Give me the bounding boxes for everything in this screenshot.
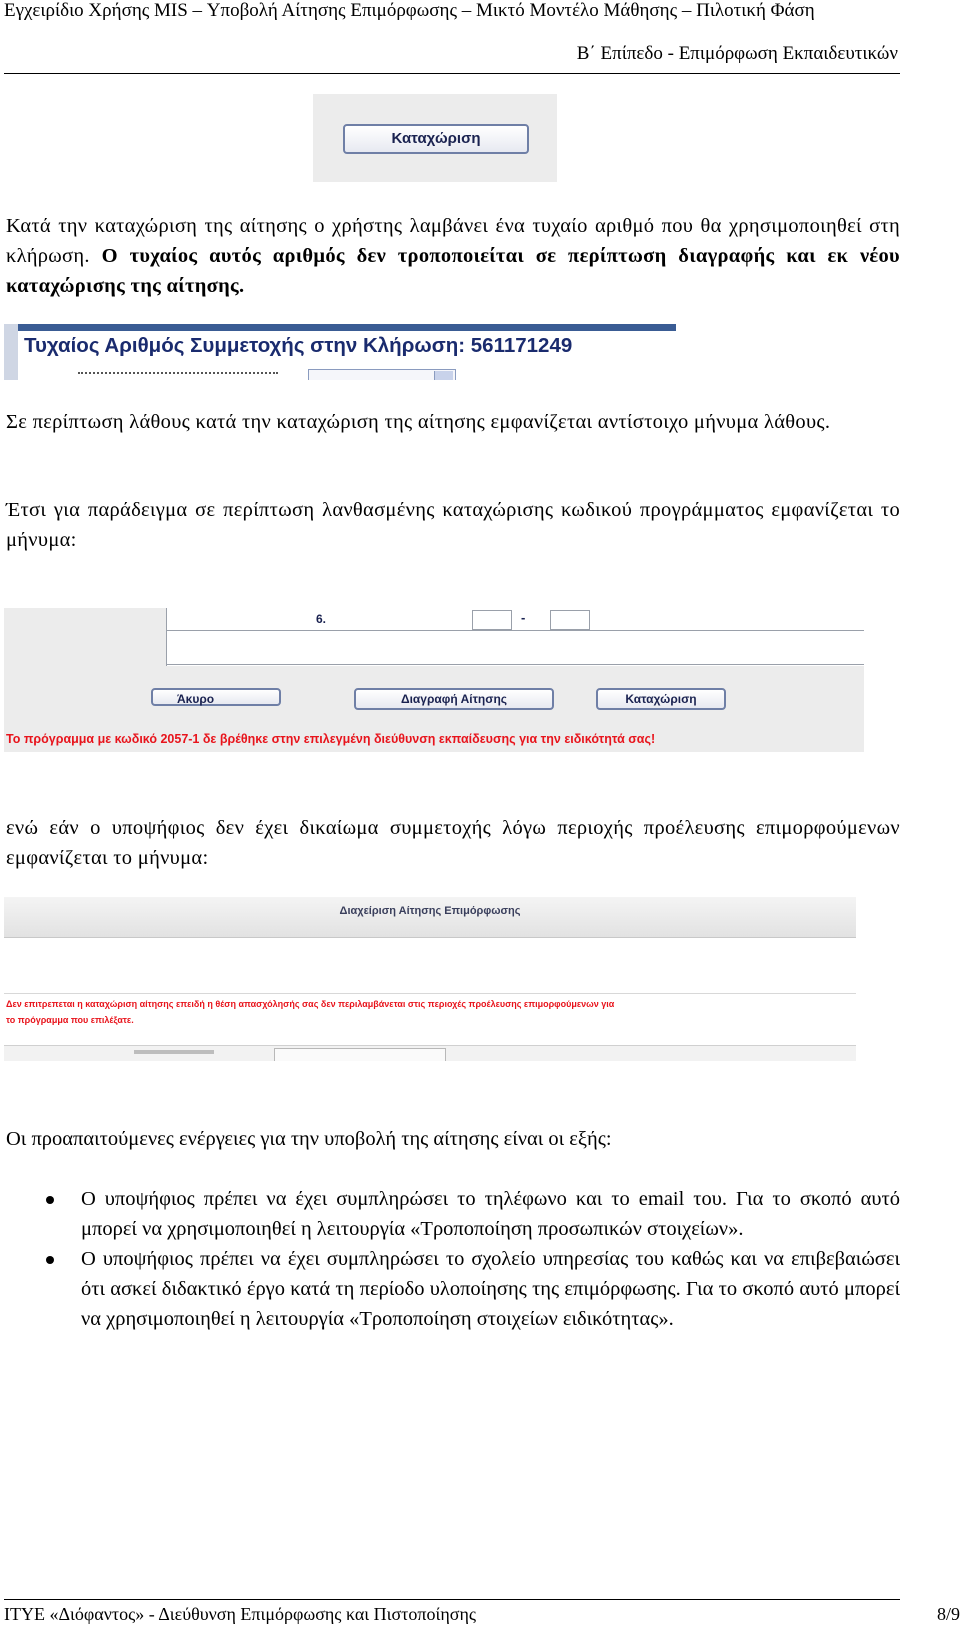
paragraph-example-intro: Έτσι για παράδειγμα σε περίπτωση λανθασμένης καταχώρισης κωδικού προγράμματος εμφανίζεται το μήνυμα: bbox=[6, 499, 900, 551]
program-error-message: Το πρόγραμμα με κωδικό 2057-1 δε βρέθηκε στην επιλεγμένη διεύθυνση εκπαίδευσης για την ειδικότητά σας! bbox=[6, 732, 656, 746]
cropped-select[interactable] bbox=[308, 369, 456, 380]
paragraph-random-number bbox=[6, 211, 900, 301]
list-item-text: Ο υποψήφιος πρέπει να έχει συμπληρώσει το σχολείο υπηρεσίας του καθώς και να επιβεβαιώσει ότι ασκεί διδακτικό έργο κατά τη περίοδο υλοποίησης της επιμόρφωσης. Για το σκοπό αυτό μπορεί να χρησιμοποιηθεί η λειτουργία «Τροποποίηση στοιχείων ειδικότητας». bbox=[81, 1248, 900, 1330]
form-row-divider-top bbox=[166, 630, 864, 631]
header-divider bbox=[4, 73, 900, 74]
panel-left-edge bbox=[4, 324, 18, 380]
bullet-icon bbox=[46, 1196, 54, 1204]
cropped-row-hint bbox=[78, 372, 278, 377]
form-row-area bbox=[166, 608, 864, 666]
page-number: 8/9 bbox=[936, 1604, 960, 1624]
paragraph-random-number-bold: Ο τυχαίος αυτός αριθμός δεν τροποποιείται σε περίπτωση διαγραφής και εκ νέου καταχώρισης της αίτησης. bbox=[6, 245, 900, 297]
random-number-label: Τυχαίος Αριθμός Συμμετοχής στην Κλήρωση: 561171249 bbox=[24, 334, 573, 357]
field-number-label: 6. bbox=[316, 612, 327, 626]
paragraph-prerequisites: Οι προαπαιτούμενες ενέργειες για την υποβολή της αίτησης είναι οι εξής: bbox=[6, 1128, 612, 1150]
document-header-title: Εγχειρίδιο Χρήσης MIS – Υποβολή Αίτησης Επιμόρφωσης – Μικτό Μοντέλο Μάθησης – Πιλοτική Φάση bbox=[4, 0, 815, 21]
cropped-label-hint bbox=[134, 1050, 214, 1054]
cropped-form-row bbox=[4, 1045, 856, 1061]
submit-button[interactable]: Καταχώριση bbox=[596, 688, 726, 710]
program-code-input-1[interactable] bbox=[472, 610, 512, 630]
footer-divider bbox=[4, 1599, 900, 1600]
select-arrow-icon bbox=[434, 371, 453, 380]
panel-top-bar bbox=[18, 324, 676, 331]
region-error-line-2: το πρόγραμμα που επιλέξατε. bbox=[6, 1015, 134, 1025]
screenshot-region-error bbox=[4, 897, 856, 1061]
list-item-text: Ο υποψήφιος πρέπει να έχει συμπληρώσει το τηλέφωνο και το email του. Για το σκοπό αυτό μπορεί να χρησιμοποιηθεί η λειτουργία «Τροποποίηση προσωπικών στοιχείων». bbox=[81, 1188, 900, 1240]
list-item bbox=[6, 1184, 900, 1244]
code-separator: - bbox=[521, 610, 526, 625]
footer-organization: ΙΤΥΕ «Διόφαντος» - Διεύθυνση Επιμόρφωσης και Πιστοποίησης bbox=[4, 1604, 476, 1624]
screenshot-program-error bbox=[4, 608, 864, 752]
prerequisites-list bbox=[6, 1184, 900, 1334]
submit-button[interactable]: Καταχώριση bbox=[343, 124, 529, 154]
screenshot-random-number bbox=[4, 324, 676, 380]
screenshot-submit-button bbox=[313, 94, 557, 182]
program-code-input-2[interactable] bbox=[550, 610, 590, 630]
bullet-icon bbox=[46, 1256, 54, 1264]
panel-header bbox=[4, 897, 856, 938]
delete-application-button[interactable]: Διαγραφή Αίτησης bbox=[354, 688, 554, 710]
document-header-subtitle: Β΄ Επίπεδο - Επιμόρφωση Εκπαιδευτικών bbox=[576, 43, 898, 64]
paragraph-random-number-text: Κατά την καταχώριση της αίτησης ο χρήστης λαμβάνει ένα τυχαίο αριθμό που θα χρησιμοποιηθεί στη κλήρωση. bbox=[6, 215, 900, 267]
paragraph-error-intro: Σε περίπτωση λάθους κατά την καταχώριση της αίτησης εμφανίζεται αντίστοιχο μήνυμα λάθους. bbox=[6, 411, 831, 433]
form-row-divider-bottom bbox=[166, 664, 864, 665]
panel-divider bbox=[4, 993, 856, 994]
cropped-select-box[interactable] bbox=[274, 1048, 446, 1061]
panel-title: Διαχείριση Αίτησης Επιμόρφωσης bbox=[339, 905, 521, 917]
list-item bbox=[6, 1244, 900, 1334]
paragraph-region-intro: ενώ εάν ο υποψήφιος δεν έχει δικαίωμα συμμετοχής λόγω περιοχής προέλευσης επιμορφούμενων εμφανίζεται το μήνυμα: bbox=[6, 817, 900, 869]
region-error-line-1: Δεν επιτρεπεται η καταχώριση αίτησης επειδή η θέση απασχόλησής σας δεν περιλαμβάνεται στις περιοχές προέλευσης επιμορφούμενων για bbox=[6, 999, 615, 1009]
cancel-button[interactable]: Άκυρο bbox=[151, 688, 281, 706]
